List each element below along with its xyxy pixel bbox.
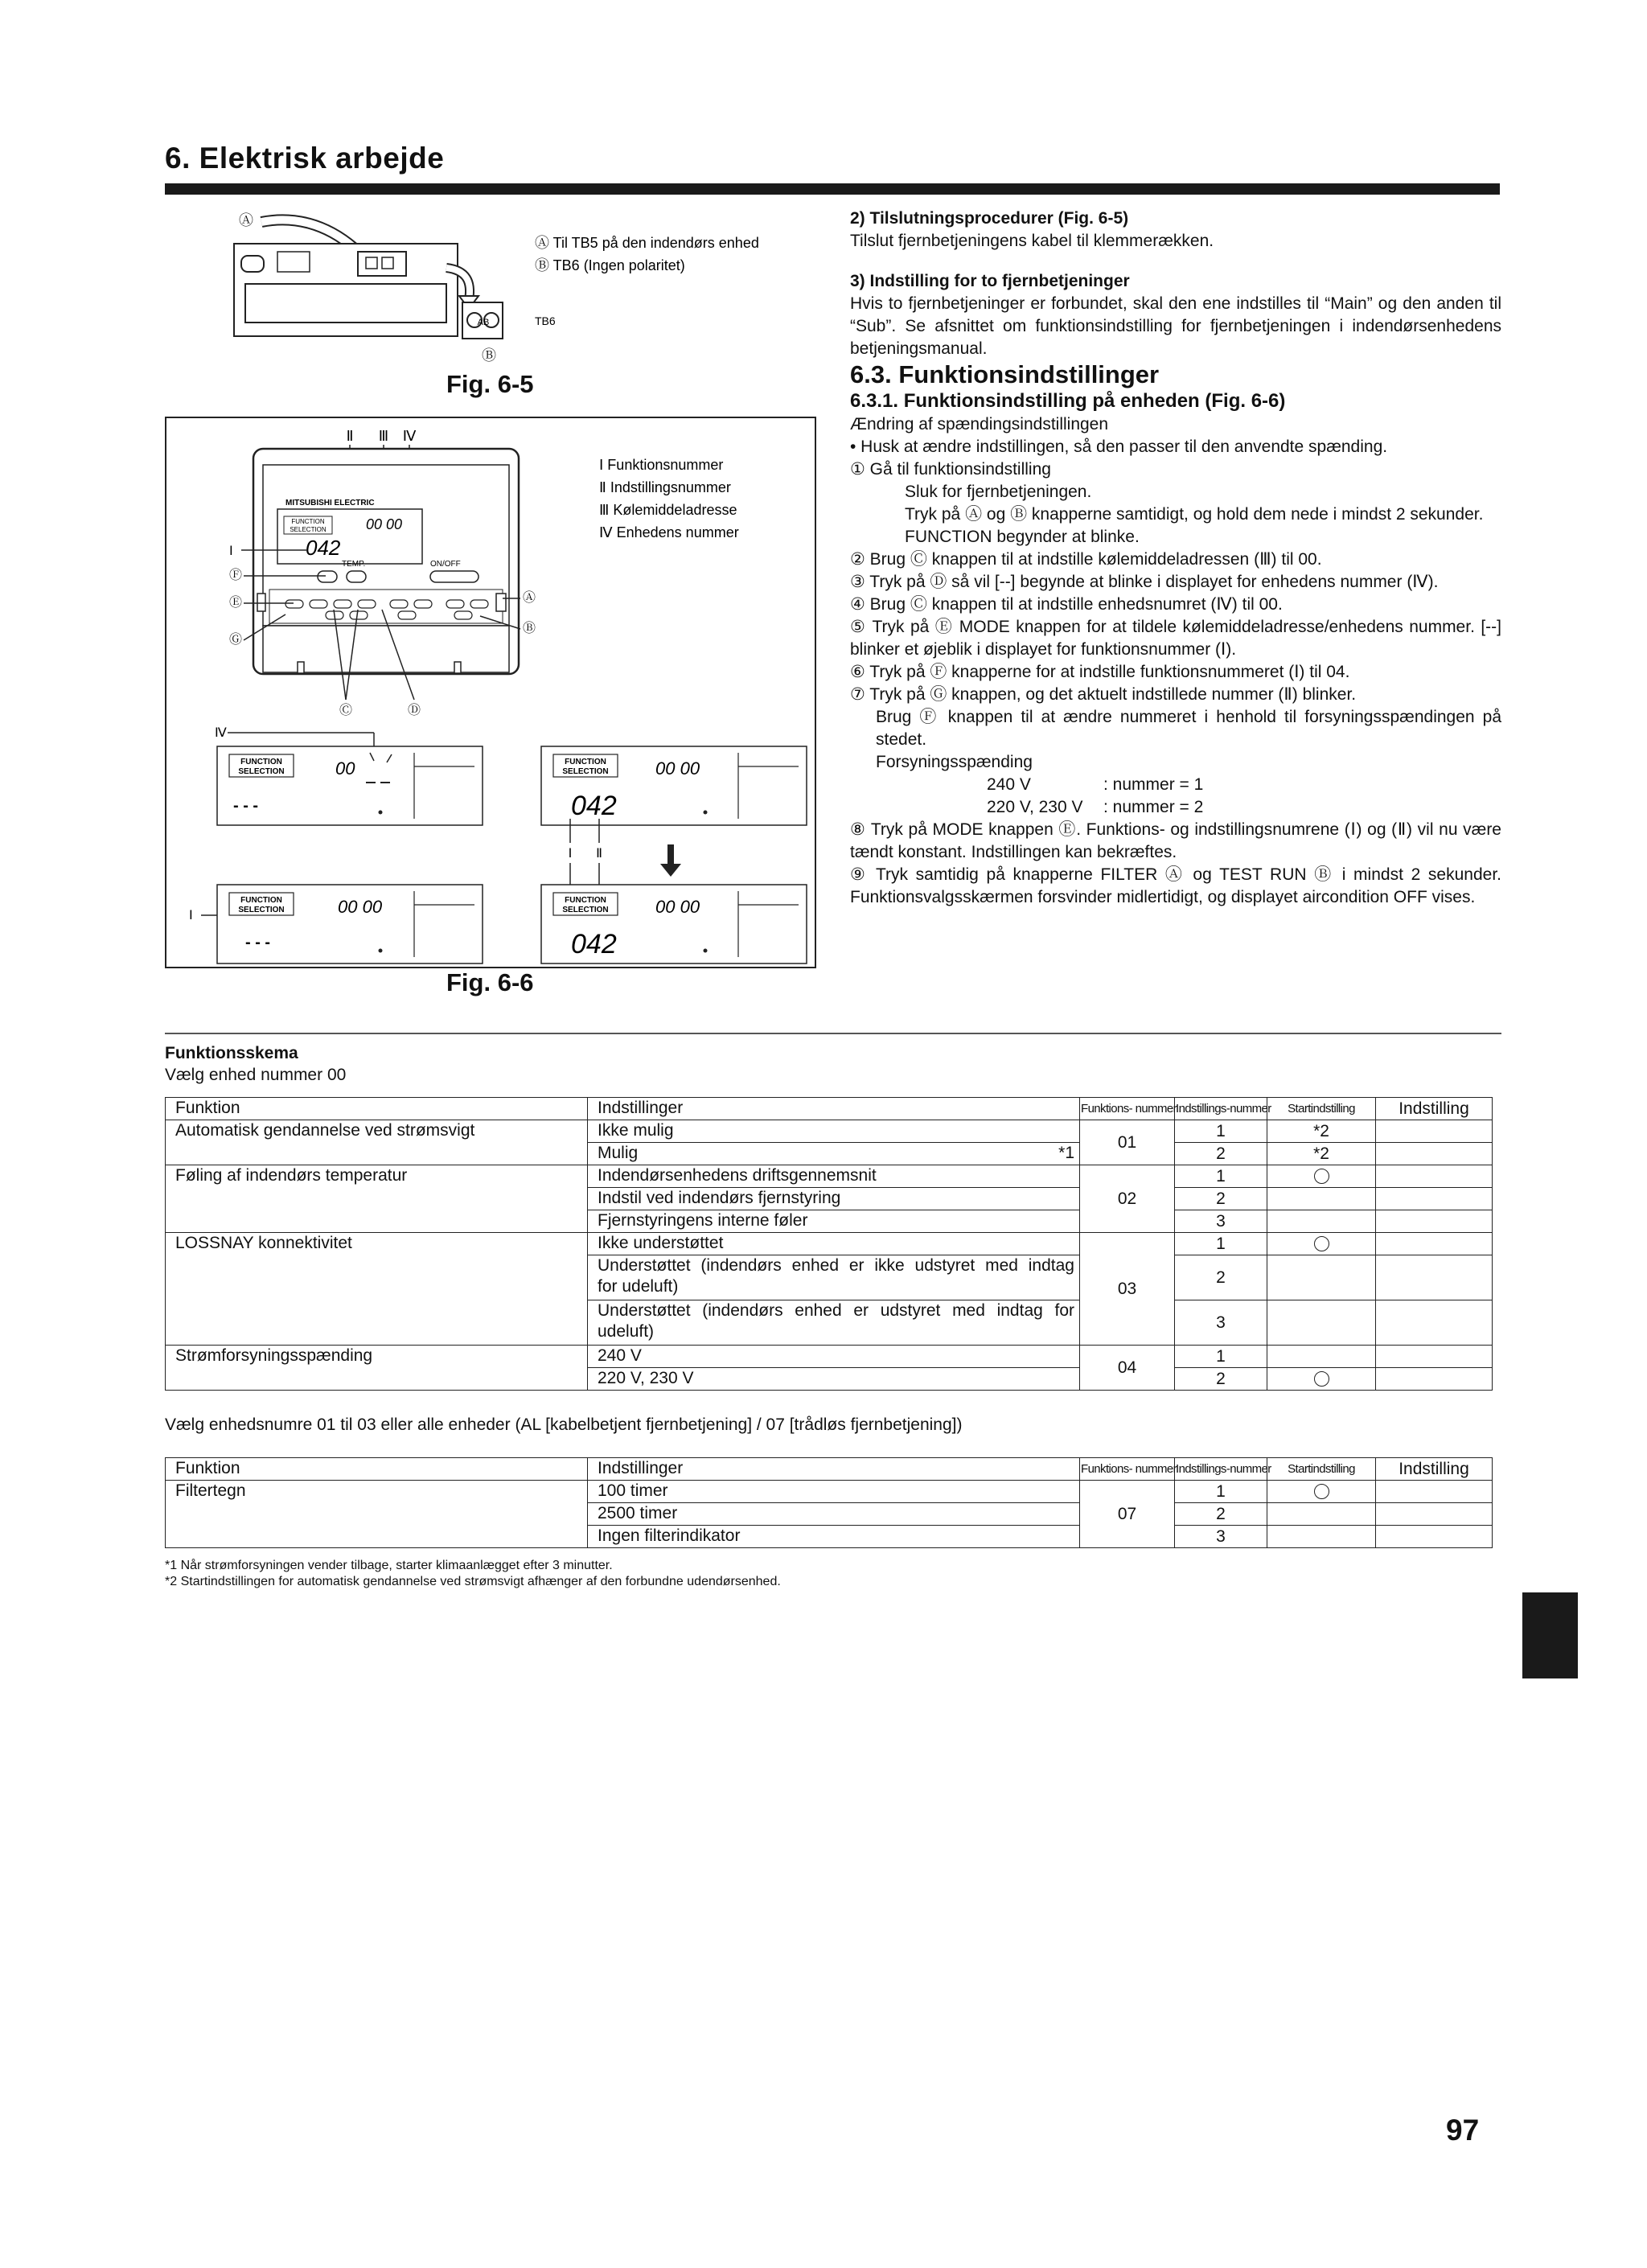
t2-initial-3 [1267,1526,1376,1548]
step-5: ⑤ Tryk på Ⓔ MODE knappen for at tildele kølemiddeladresse/enhedens nummer. [--] blinker et øjeblik i displayet for funktionsnummer (Ⅰ). [850,618,1501,659]
f2-no-2: 2 [1175,1188,1267,1210]
th2-setting: Indstilling [1376,1458,1493,1481]
supply-row-2 [850,796,1501,819]
t2-initial-2 [1267,1503,1376,1526]
f3-setting-3a: Understøttet (indendørs enhed er udstyret med indtag for [598,1301,1074,1320]
f1-initial-2: *2 [1267,1143,1376,1165]
fig65-legend-a: Ⓐ Til TB5 på den indendørs enhed [535,235,759,251]
fig66-label-d: Ⓓ [407,704,421,717]
fig66-legend-2: Ⅱ Indstillingsnummer [599,479,731,495]
fig65-terminal-ab: AB [477,318,490,327]
th2-setting-no: Indstillings-nummer [1175,1458,1267,1481]
f1-setting-2-cell [588,1143,1080,1165]
initial-circle-icon [1314,1236,1329,1251]
step-1c: FUNCTION begynder at blinke. [905,528,1140,546]
t2-user-3[interactable] [1376,1526,1493,1548]
t2-setting-2: 2500 timer [588,1503,1080,1526]
f3-initial-2 [1267,1255,1376,1300]
th-initial: Startindstilling [1267,1098,1376,1120]
f2-user-2[interactable] [1376,1188,1493,1210]
fig66-label-c: Ⓒ [339,704,353,717]
fig66-onoff-label: ON/OFF [430,560,461,569]
function-table-1 [165,1097,1493,1391]
fig65-marker-b: Ⓑ [482,347,496,364]
f1-function: Automatisk gendannelse ved strømsvigt [166,1120,588,1165]
f3-setting-2a: Understøttet (indendørs enhed er ikke udstyret med indtag [598,1256,1074,1275]
fig66-roman-3: Ⅲ [378,428,389,444]
th-function-no: Funktions- nummer [1080,1098,1175,1120]
supply-row-1-number: : nummer = 1 [1103,775,1204,794]
section-title: 6.3. Funktionsindstillinger [850,360,1160,388]
page-title: 6. Elektrisk arbejde [165,142,445,175]
t2-setting-1: 100 timer [588,1481,1080,1503]
t2-function-no: 07 [1080,1481,1175,1548]
f2-user-3[interactable] [1376,1210,1493,1233]
fig65-marker-a: Ⓐ [239,212,253,228]
s3-text: Hvis to fjernbetjeninger er forbundet, skal den ene indstilles til “Main” og den anden til “Sub”. Se afsnittet om funktionsindstilling for fjernbetjeningen i indendørsenhedens betjeningsmanual. [850,294,1501,358]
f1-user-1[interactable] [1376,1120,1493,1143]
fig66-s3-label-i: Ⅰ [189,909,193,922]
fig66-s3-lcd-pair: 00 00 [338,897,383,917]
subsection-title: 6.3.1. Funktionsindstilling på enheden (Fig. 6-6) [850,390,1286,412]
initial-circle-icon [1314,1484,1329,1499]
supply-row-2-voltage: 220 V, 230 V [987,798,1083,816]
f2-no-1: 1 [1175,1165,1267,1188]
step-4: ④ Brug Ⓒ knappen til at indstille enhedsnumret (Ⅳ) til 00. [850,595,1283,614]
f4-function-no: 04 [1080,1346,1175,1391]
fig66-s2-lcd-code: 042 [571,791,617,821]
fig66-s2-lcd-l1: FUNCTION [565,758,606,766]
th-function: Funktion [166,1098,588,1120]
fig66-s1-lcd-single: 00 [335,758,355,779]
step-9: ⑨ Tryk samtidig på knapperne FILTER Ⓐ og TEST RUN Ⓑ i mindst 2 sekunder. Funktionsvalgsskærmen forsvinder midlertidigt, og displayet aircondition OFF vises. [850,865,1501,906]
f2-function: Føling af indendørs temperatur [166,1165,588,1233]
fig66-s-label-i: Ⅰ [568,847,573,861]
f2-initial-1 [1267,1165,1376,1188]
f3-no-1: 1 [1175,1233,1267,1255]
schema-subtitle: Vælg enhed nummer 00 [165,1066,347,1084]
th2-initial: Startindstilling [1267,1458,1376,1481]
f3-user-1[interactable] [1376,1233,1493,1255]
fig65-terminal-label: TB6 [535,314,556,327]
f3-setting-3 [588,1300,1080,1346]
side-tab [1522,1592,1578,1678]
fig66-s3-lcd-l2: SELECTION [238,906,285,914]
fig-6-5-diagram [165,207,808,368]
fig66-label-a: Ⓐ [523,591,536,605]
fig66-s1-lcd-dash: - - - [233,797,259,815]
th2-function: Funktion [166,1458,588,1481]
f4-setting-1: 240 V [588,1346,1080,1368]
step-1b: Tryk på Ⓐ og Ⓑ knapperne samtidigt, og hold dem nede i mindst 2 sekunder. [905,505,1484,524]
f3-function-no: 03 [1080,1233,1175,1346]
t2-function: Filtertegn [166,1481,588,1548]
t2-initial-1 [1267,1481,1376,1503]
fig66-s3-lcd-l1: FUNCTION [240,896,282,905]
f1-initial-1: *2 [1267,1120,1376,1143]
step-6: ⑥ Tryk på Ⓕ knapperne for at indstille funktionsnummeret (Ⅰ) til 04. [850,663,1350,681]
fig-6-6-caption: Fig. 6-6 [446,968,534,996]
th-setting-no: Indstillings-nummer [1175,1098,1267,1120]
th2-function-no: Funktions- nummer [1080,1458,1175,1481]
supply-label: Forsyningsspænding [876,753,1033,771]
f2-setting-3: Fjernstyringens interne føler [588,1210,1080,1233]
f1-setting-2: Mulig [598,1144,639,1162]
supply-row-1 [850,774,1501,796]
f2-initial-2 [1267,1188,1376,1210]
fig-6-5-caption: Fig. 6-5 [446,370,534,398]
fig66-main-lcd-l1: FUNCTION [291,518,325,525]
table-row [166,1165,1493,1188]
f3-user-3[interactable] [1376,1300,1493,1346]
f1-no-1: 1 [1175,1120,1267,1143]
t2-setting-3: Ingen filterindikator [588,1526,1080,1548]
f3-initial-3 [1267,1300,1376,1346]
initial-circle-icon [1314,1169,1329,1184]
supply-row-1-voltage: 240 V [987,775,1031,794]
table-header-row [166,1458,1493,1481]
fig66-label-iv: Ⅳ [215,726,227,740]
f3-setting-2b: for udeluft) [598,1277,679,1296]
step-7: ⑦ Tryk på Ⓖ knappen, og det aktuelt indstillede nummer (Ⅱ) blinker. [850,685,1357,704]
th-setting: Indstilling [1376,1098,1493,1120]
f1-user-2[interactable] [1376,1143,1493,1165]
fig66-label-i: Ⅰ [229,544,233,558]
fig66-legend-3: Ⅲ Kølemiddeladresse [599,502,737,518]
page-number: 97 [1446,2114,1480,2147]
fig66-s4-lcd-code: 042 [571,929,617,959]
step-7b: Brug Ⓕ knappen til at ændre nummeret i henhold til forsyningsspændingen på stedet. [876,708,1501,749]
schema2-intro: Vælg enhedsnumre 01 til 03 eller alle enheder (AL [kabelbetjent fjernbetjening] / 07 [trådløs fjernbetjening]) [165,1415,963,1434]
fig66-s4-lcd-l2: SELECTION [562,906,609,914]
footnote-2: *2 Startindstillingen for automatisk gendannelse ved strømsvigt afhænger af den forbundne udendørsenhed. [165,1575,781,1588]
fig66-label-b: Ⓑ [523,622,536,635]
fig66-s2-lcd-l2: SELECTION [562,767,609,776]
fig65-legend-b: Ⓑ TB6 (Ingen polaritet) [535,257,685,273]
bullet-text: • Husk at ændre indstillingen, så den passer til den anvendte spænding. [850,438,1388,456]
step-1: ① Gå til funktionsindstilling [850,460,1051,479]
th-settings: Indstillinger [588,1098,1080,1120]
title-rule [165,183,1500,195]
fig66-roman-2: Ⅱ [346,428,354,444]
fig66-brand: MITSUBISHI ELECTRIC [285,499,375,507]
f4-initial-2 [1267,1368,1376,1391]
fig-6-6-diagram [165,417,816,972]
fig66-temp-label: TEMP. [342,560,366,569]
s3-title: 3) Indstilling for to fjernbetjeninger [850,272,1130,290]
step-1a: Sluk for fjernbetjeningen. [905,483,1092,501]
fig66-main-lcd-code: 042 [306,536,341,560]
t2-user-1[interactable] [1376,1481,1493,1503]
f4-user-1[interactable] [1376,1346,1493,1368]
f4-no-1: 1 [1175,1346,1267,1368]
f3-user-2[interactable] [1376,1255,1493,1300]
section-divider [165,1033,1501,1034]
f4-no-2: 2 [1175,1368,1267,1391]
f3-initial-1 [1267,1233,1376,1255]
s2-text: Tilslut fjernbetjeningens kabel til klemmerækken. [850,232,1214,250]
intro-text: Ændring af spændingsindstillingen [850,415,1109,433]
t2-user-2[interactable] [1376,1503,1493,1526]
fig66-label-f: Ⓕ [229,569,243,582]
fig66-s4-lcd-pair: 00 00 [655,897,700,917]
table-row [166,1346,1493,1368]
fig66-main-lcd-pair: 00 00 [366,516,403,532]
footnote-1: *1 Når strømforsyningen vender tilbage, starter klimaanlægget efter 3 minutter. [165,1559,613,1572]
fig66-s4-lcd-l1: FUNCTION [565,896,606,905]
f1-setting-1: Ikke mulig [588,1120,1080,1143]
supply-row-2-number: : nummer = 2 [1103,798,1204,816]
f3-setting-1: Ikke understøttet [588,1233,1080,1255]
f3-setting-3b: udeluft) [598,1322,655,1341]
fig66-s-label-ii: Ⅱ [596,847,602,861]
step-2: ② Brug Ⓒ knappen til at indstille kølemiddeladressen (Ⅲ) til 00. [850,550,1322,569]
f1-function-no: 01 [1080,1120,1175,1165]
step-3: ③ Tryk på Ⓓ så vil [--] begynde at blinke i displayet for enhedens nummer (Ⅳ). [850,573,1439,591]
t2-no-3: 3 [1175,1526,1267,1548]
fig66-s1-lcd-l2: SELECTION [238,767,285,776]
fig66-s1-lcd-l1: FUNCTION [240,758,282,766]
table-row [166,1233,1493,1255]
table-row [166,1120,1493,1143]
f4-function: Strømforsyningsspænding [166,1346,588,1391]
fig66-main-lcd-l2: SELECTION [290,526,327,533]
f1-no-2: 2 [1175,1143,1267,1165]
step-8: ⑧ Tryk på MODE knappen Ⓔ. Funktions- og indstillingsnumrene (Ⅰ) og (Ⅱ) vil nu være tændt konstant. Indstillingen kan bekræftes. [850,820,1501,861]
t2-no-1: 1 [1175,1481,1267,1503]
f2-function-no: 02 [1080,1165,1175,1233]
f4-setting-2: 220 V, 230 V [588,1368,1080,1391]
fig66-s2-lcd-pair: 00 00 [655,758,700,779]
f2-no-3: 3 [1175,1210,1267,1233]
f3-no-3: 3 [1175,1300,1267,1346]
instructions-column [850,207,1501,909]
t2-no-2: 2 [1175,1503,1267,1526]
f2-setting-1: Indendørsenhedens driftsgennemsnit [588,1165,1080,1188]
initial-circle-icon [1314,1371,1329,1387]
fig66-s3-lcd-dash: - - - [245,934,271,951]
table-header-row [166,1098,1493,1120]
f3-function: LOSSNAY konnektivitet [166,1233,588,1346]
function-table-2 [165,1457,1493,1548]
f3-no-2: 2 [1175,1255,1267,1300]
s2-title: 2) Tilslutningsprocedurer (Fig. 6-5) [850,209,1129,228]
f4-initial-1 [1267,1346,1376,1368]
th2-settings: Indstillinger [588,1458,1080,1481]
f2-setting-2: Indstil ved indendørs fjernstyring [588,1188,1080,1210]
schema-title: Funktionsskema [165,1044,298,1062]
f2-user-1[interactable] [1376,1165,1493,1188]
fig66-roman-4: Ⅳ [402,428,417,444]
f4-user-2[interactable] [1376,1368,1493,1391]
f2-initial-3 [1267,1210,1376,1233]
table-row [166,1481,1493,1503]
f3-setting-2 [588,1255,1080,1300]
f1-setting-2-note: *1 [1058,1144,1074,1162]
fig66-legend-1: Ⅰ Funktionsnummer [599,457,724,473]
fig66-label-g: Ⓖ [229,633,243,647]
fig66-label-e: Ⓔ [229,596,243,610]
fig66-legend-4: Ⅳ Enhedens nummer [599,524,739,540]
